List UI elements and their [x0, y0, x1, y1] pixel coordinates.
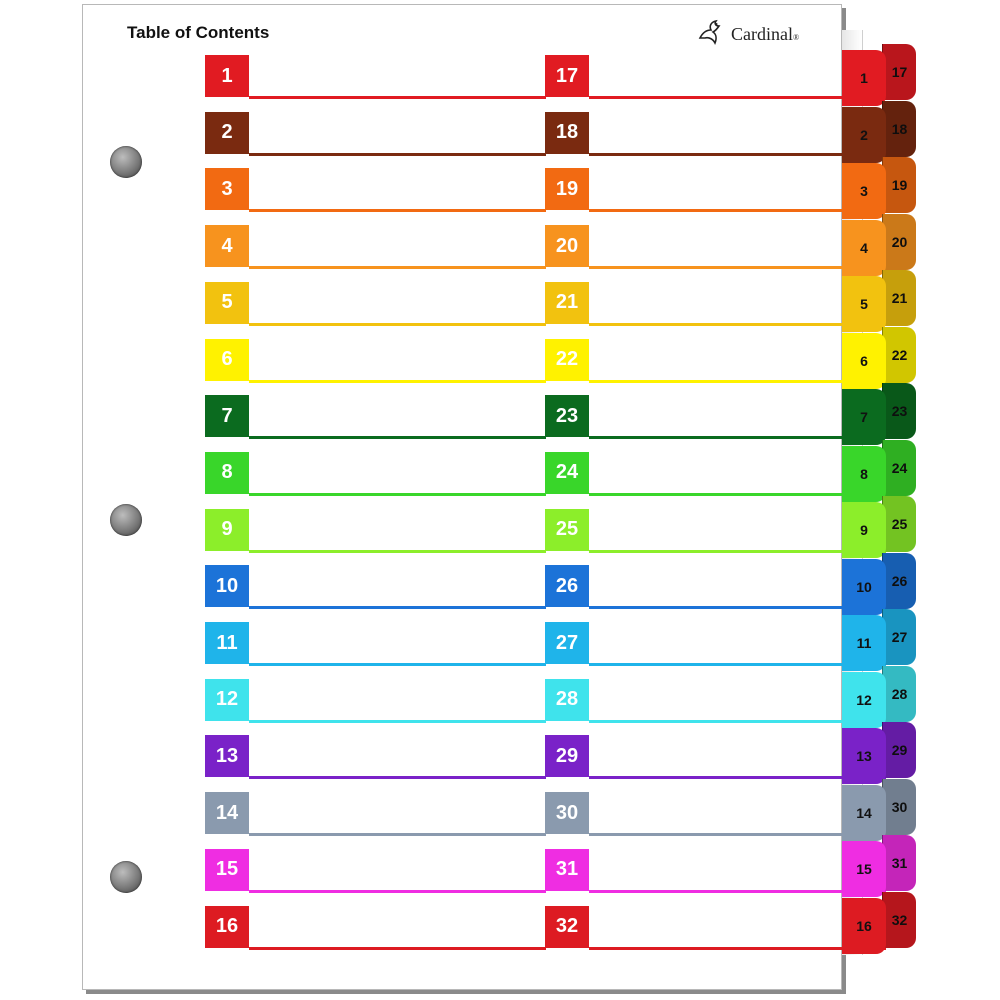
toc-entry	[545, 679, 886, 725]
toc-entry-number: 9	[205, 509, 249, 551]
index-tab[interactable]: 19	[882, 157, 916, 213]
toc-entry	[205, 225, 546, 271]
toc-entry	[545, 906, 886, 952]
binder-hole-icon	[110, 146, 142, 178]
toc-entry-number: 32	[545, 906, 589, 948]
toc-entry-number: 12	[205, 679, 249, 721]
index-tab[interactable]: 24	[882, 440, 916, 496]
toc-entry-line[interactable]	[249, 663, 546, 666]
binder-hole-icon	[110, 504, 142, 536]
toc-entry	[545, 282, 886, 328]
index-tab[interactable]: 8	[842, 446, 886, 502]
toc-entry	[205, 735, 546, 781]
index-tab[interactable]: 26	[882, 553, 916, 609]
index-tab[interactable]: 20	[882, 214, 916, 270]
cardinal-bird-icon	[697, 18, 727, 51]
index-tab[interactable]: 21	[882, 270, 916, 326]
index-tab[interactable]: 32	[882, 892, 916, 948]
toc-entry-number: 25	[545, 509, 589, 551]
toc-entry	[205, 282, 546, 328]
toc-entry-number: 5	[205, 282, 249, 324]
toc-entry	[545, 735, 886, 781]
toc-entry-line[interactable]	[249, 890, 546, 893]
toc-entry-number: 22	[545, 339, 589, 381]
toc-entry-number: 23	[545, 395, 589, 437]
toc-entry-number: 3	[205, 168, 249, 210]
index-tab[interactable]: 7	[842, 389, 886, 445]
toc-entry	[205, 55, 546, 101]
toc-entry-number: 8	[205, 452, 249, 494]
index-tab[interactable]: 1	[842, 50, 886, 106]
toc-entry-line[interactable]	[249, 209, 546, 212]
toc-entry-number: 6	[205, 339, 249, 381]
toc-entry-number: 19	[545, 168, 589, 210]
toc-entry	[205, 339, 546, 385]
page-title: Table of Contents	[127, 23, 270, 42]
toc-entry-number: 2	[205, 112, 249, 154]
toc-entry-number: 21	[545, 282, 589, 324]
toc-entry	[205, 565, 546, 611]
toc-entry-line[interactable]	[249, 380, 546, 383]
index-tab[interactable]: 14	[842, 785, 886, 841]
toc-entry	[205, 509, 546, 555]
toc-entry	[545, 509, 886, 555]
toc-entry-line[interactable]	[249, 720, 546, 723]
binder-hole-icon	[110, 861, 142, 893]
toc-entry	[545, 112, 886, 158]
index-tab[interactable]: 3	[842, 163, 886, 219]
index-tab[interactable]: 11	[842, 615, 886, 671]
toc-entry-number: 28	[545, 679, 589, 721]
toc-entry-number: 27	[545, 622, 589, 664]
index-tab[interactable]: 30	[882, 779, 916, 835]
toc-entry-line[interactable]	[249, 266, 546, 269]
index-tab[interactable]: 12	[842, 672, 886, 728]
toc-entry-line[interactable]	[249, 493, 546, 496]
toc-entry	[545, 622, 886, 668]
toc-entry-number: 16	[205, 906, 249, 948]
index-tab[interactable]: 4	[842, 220, 886, 276]
toc-entry	[545, 225, 886, 271]
toc-entry-line[interactable]	[249, 153, 546, 156]
index-tab[interactable]: 22	[882, 327, 916, 383]
toc-entry-number: 15	[205, 849, 249, 891]
toc-entry-number: 1	[205, 55, 249, 97]
toc-entry-number: 14	[205, 792, 249, 834]
toc-entry	[205, 168, 546, 214]
index-tab[interactable]: 6	[842, 333, 886, 389]
index-tab[interactable]: 31	[882, 835, 916, 891]
toc-entry-line[interactable]	[249, 96, 546, 99]
toc-entry-number: 11	[205, 622, 249, 664]
index-tab[interactable]: 10	[842, 559, 886, 615]
index-tabs	[842, 44, 918, 954]
toc-entry-number: 7	[205, 395, 249, 437]
index-tab[interactable]: 27	[882, 609, 916, 665]
toc-entry-line[interactable]	[249, 947, 546, 950]
brand-name: Cardinal®	[731, 23, 800, 44]
toc-entry-number: 18	[545, 112, 589, 154]
toc-entry	[545, 168, 886, 214]
brand-logo	[697, 19, 799, 49]
toc-entry	[205, 679, 546, 725]
toc-entry-number: 17	[545, 55, 589, 97]
toc-entry-number: 4	[205, 225, 249, 267]
toc-entry	[545, 849, 886, 895]
toc-entry-line[interactable]	[249, 776, 546, 779]
index-tab[interactable]: 5	[842, 276, 886, 332]
toc-entry	[545, 452, 886, 498]
toc-entry-number: 20	[545, 225, 589, 267]
toc-entry	[205, 622, 546, 668]
index-tab[interactable]: 25	[882, 496, 916, 552]
toc-entry-line[interactable]	[249, 550, 546, 553]
index-tab[interactable]: 28	[882, 666, 916, 722]
toc-entry	[205, 452, 546, 498]
index-tab[interactable]: 2	[842, 107, 886, 163]
index-tab[interactable]: 23	[882, 383, 916, 439]
toc-entry	[205, 112, 546, 158]
toc-entry	[205, 906, 546, 952]
toc-entry-number: 31	[545, 849, 589, 891]
toc-entry	[545, 339, 886, 385]
index-tab[interactable]: 13	[842, 728, 886, 784]
toc-entry	[205, 849, 546, 895]
index-tab[interactable]: 15	[842, 841, 886, 897]
toc-entry-number: 30	[545, 792, 589, 834]
toc-entry-line[interactable]	[249, 436, 546, 439]
toc-entry-number: 26	[545, 565, 589, 607]
toc-entry-line[interactable]	[249, 606, 546, 609]
toc-entry	[545, 565, 886, 611]
toc-entry	[205, 395, 546, 441]
toc-entry	[545, 792, 886, 838]
toc-entry	[205, 792, 546, 838]
index-tab[interactable]: 18	[882, 101, 916, 157]
toc-entry-line[interactable]	[249, 833, 546, 836]
toc-entry-line[interactable]	[249, 323, 546, 326]
toc-entry-number: 10	[205, 565, 249, 607]
index-tab[interactable]: 17	[882, 44, 916, 100]
toc-entry	[545, 395, 886, 441]
index-tab[interactable]: 16	[842, 898, 886, 954]
index-tab[interactable]: 29	[882, 722, 916, 778]
toc-entry-number: 13	[205, 735, 249, 777]
toc-entry	[545, 55, 886, 101]
index-tab[interactable]: 9	[842, 502, 886, 558]
toc-entry-number: 29	[545, 735, 589, 777]
toc-entry-number: 24	[545, 452, 589, 494]
